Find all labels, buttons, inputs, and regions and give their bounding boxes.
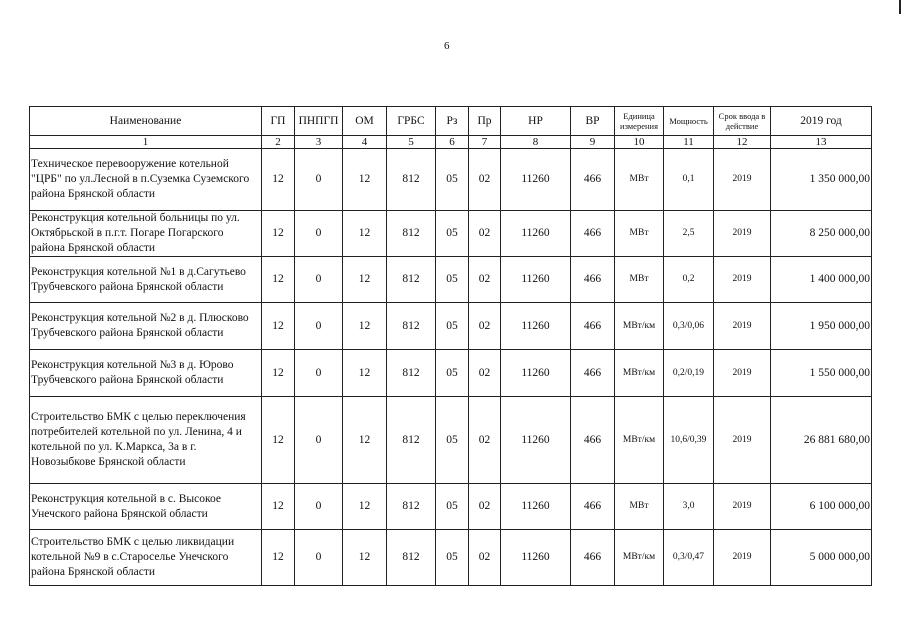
row-grbs: 812 [387, 350, 436, 397]
row-pnpgp: 0 [295, 350, 343, 397]
row-vr: 466 [571, 530, 615, 586]
col-number: 1 [30, 136, 262, 149]
row-nr: 11260 [501, 257, 571, 303]
row-power: 10,6/0,39 [664, 397, 714, 484]
row-rz: 05 [436, 397, 469, 484]
row-pnpgp: 0 [295, 149, 343, 211]
row-year: 2019 [714, 303, 771, 350]
col-header-year-2019: 2019 год [771, 107, 872, 136]
col-number: 9 [571, 136, 615, 149]
row-unit: МВт [615, 149, 664, 211]
row-power: 0,3/0,47 [664, 530, 714, 586]
row-om: 12 [343, 303, 387, 350]
row-rz: 05 [436, 257, 469, 303]
row-vr: 466 [571, 484, 615, 530]
row-pnpgp: 0 [295, 484, 343, 530]
col-number: 4 [343, 136, 387, 149]
col-number: 3 [295, 136, 343, 149]
row-gp: 12 [262, 257, 295, 303]
row-pnpgp: 0 [295, 397, 343, 484]
row-name: Реконструкция котельной в с. Высокое Унечского района Брянской области [30, 484, 262, 530]
row-amount: 1 950 000,00 [771, 303, 872, 350]
column-number-row [30, 136, 872, 149]
row-nr: 11260 [501, 350, 571, 397]
col-number: 8 [501, 136, 571, 149]
row-rz: 05 [436, 530, 469, 586]
row-om: 12 [343, 211, 387, 257]
row-vr: 466 [571, 211, 615, 257]
row-rz: 05 [436, 350, 469, 397]
table-row [30, 350, 872, 397]
row-pnpgp: 0 [295, 530, 343, 586]
col-header-pr: Пр [469, 107, 501, 136]
col-header-commissioning: Срок ввода в действие [714, 107, 771, 136]
row-grbs: 812 [387, 211, 436, 257]
row-rz: 05 [436, 303, 469, 350]
row-amount: 8 250 000,00 [771, 211, 872, 257]
col-header-grbs: ГРБС [387, 107, 436, 136]
col-number: 13 [771, 136, 872, 149]
row-grbs: 812 [387, 257, 436, 303]
row-year: 2019 [714, 530, 771, 586]
row-vr: 466 [571, 303, 615, 350]
col-header-om: ОМ [343, 107, 387, 136]
col-header-vr: ВР [571, 107, 615, 136]
row-year: 2019 [714, 211, 771, 257]
row-pr: 02 [469, 303, 501, 350]
row-grbs: 812 [387, 530, 436, 586]
row-name: Реконструкция котельной №1 в д.Сагутьево Трубчевского района Брянской области [30, 257, 262, 303]
row-unit: МВт [615, 484, 664, 530]
row-name: Реконструкция котельной №3 в д. Юрово Трубчевского района Брянской области [30, 350, 262, 397]
row-nr: 11260 [501, 211, 571, 257]
row-rz: 05 [436, 149, 469, 211]
row-nr: 11260 [501, 397, 571, 484]
row-om: 12 [343, 530, 387, 586]
table-row [30, 303, 872, 350]
row-nr: 11260 [501, 303, 571, 350]
row-gp: 12 [262, 530, 295, 586]
row-vr: 466 [571, 257, 615, 303]
row-year: 2019 [714, 257, 771, 303]
row-unit: МВт [615, 211, 664, 257]
row-nr: 11260 [501, 530, 571, 586]
row-power: 2,5 [664, 211, 714, 257]
col-header-power: Мощность [664, 107, 714, 136]
table-row [30, 484, 872, 530]
row-power: 0,2/0,19 [664, 350, 714, 397]
row-amount: 5 000 000,00 [771, 530, 872, 586]
row-amount: 6 100 000,00 [771, 484, 872, 530]
row-amount: 26 881 680,00 [771, 397, 872, 484]
col-header-pnpgp: ПНПГП [295, 107, 343, 136]
page-number: 6 [444, 40, 450, 52]
row-gp: 12 [262, 149, 295, 211]
row-vr: 466 [571, 350, 615, 397]
row-pr: 02 [469, 149, 501, 211]
row-pr: 02 [469, 397, 501, 484]
row-pr: 02 [469, 350, 501, 397]
row-year: 2019 [714, 350, 771, 397]
row-nr: 11260 [501, 149, 571, 211]
row-unit: МВт/км [615, 397, 664, 484]
header-row [30, 107, 872, 136]
row-grbs: 812 [387, 303, 436, 350]
table-row [30, 257, 872, 303]
row-year: 2019 [714, 149, 771, 211]
col-number: 6 [436, 136, 469, 149]
row-name: Техническое перевооружение котельной "ЦРБ" по ул.Лесной в п.Суземка Суземского района Брянской области [30, 149, 262, 211]
row-om: 12 [343, 484, 387, 530]
row-grbs: 812 [387, 149, 436, 211]
row-name: Реконструкция котельной больницы по ул. Октябрьской в п.г.т. Погаре Погарского района Брянской области [30, 211, 262, 257]
row-pr: 02 [469, 530, 501, 586]
row-pr: 02 [469, 211, 501, 257]
row-vr: 466 [571, 149, 615, 211]
col-header-rz: Рз [436, 107, 469, 136]
row-grbs: 812 [387, 397, 436, 484]
row-power: 0,1 [664, 149, 714, 211]
row-pnpgp: 0 [295, 257, 343, 303]
table-row [30, 397, 872, 484]
row-unit: МВт [615, 257, 664, 303]
budget-table [29, 106, 872, 586]
col-header-name: Наименование [30, 107, 262, 136]
table-row [30, 149, 872, 211]
col-number: 10 [615, 136, 664, 149]
col-number: 12 [714, 136, 771, 149]
row-amount: 1 400 000,00 [771, 257, 872, 303]
table-row [30, 211, 872, 257]
row-vr: 466 [571, 397, 615, 484]
row-amount: 1 550 000,00 [771, 350, 872, 397]
row-year: 2019 [714, 397, 771, 484]
col-number: 7 [469, 136, 501, 149]
row-gp: 12 [262, 397, 295, 484]
col-header-gp: ГП [262, 107, 295, 136]
table-row [30, 530, 872, 586]
col-header-unit: Единица измерения [615, 107, 664, 136]
row-om: 12 [343, 350, 387, 397]
row-nr: 11260 [501, 484, 571, 530]
row-gp: 12 [262, 303, 295, 350]
row-gp: 12 [262, 350, 295, 397]
row-amount: 1 350 000,00 [771, 149, 872, 211]
col-number: 2 [262, 136, 295, 149]
row-unit: МВт/км [615, 350, 664, 397]
row-year: 2019 [714, 484, 771, 530]
edge-mark [899, 0, 901, 14]
row-grbs: 812 [387, 484, 436, 530]
col-header-nr: НР [501, 107, 571, 136]
row-pnpgp: 0 [295, 303, 343, 350]
row-pnpgp: 0 [295, 211, 343, 257]
row-rz: 05 [436, 484, 469, 530]
row-name: Строительство БМК с целью ликвидации котельной №9 в с.Староселье Унечского района Брянской области [30, 530, 262, 586]
row-power: 0,3/0,06 [664, 303, 714, 350]
col-number: 11 [664, 136, 714, 149]
row-pr: 02 [469, 484, 501, 530]
row-unit: МВт/км [615, 530, 664, 586]
col-number: 5 [387, 136, 436, 149]
row-om: 12 [343, 257, 387, 303]
row-gp: 12 [262, 211, 295, 257]
row-om: 12 [343, 149, 387, 211]
row-gp: 12 [262, 484, 295, 530]
row-name: Реконструкция котельной №2 в д. Плюсково Трубчевского района Брянской области [30, 303, 262, 350]
row-om: 12 [343, 397, 387, 484]
row-rz: 05 [436, 211, 469, 257]
row-unit: МВт/км [615, 303, 664, 350]
row-name: Строительство БМК с целью переключения потребителей котельной по ул. Ленина, 4 и котельной по ул. К.Маркса, 3а в г. Новозыбкове Брянской области [30, 397, 262, 484]
row-pr: 02 [469, 257, 501, 303]
row-power: 0,2 [664, 257, 714, 303]
row-power: 3,0 [664, 484, 714, 530]
